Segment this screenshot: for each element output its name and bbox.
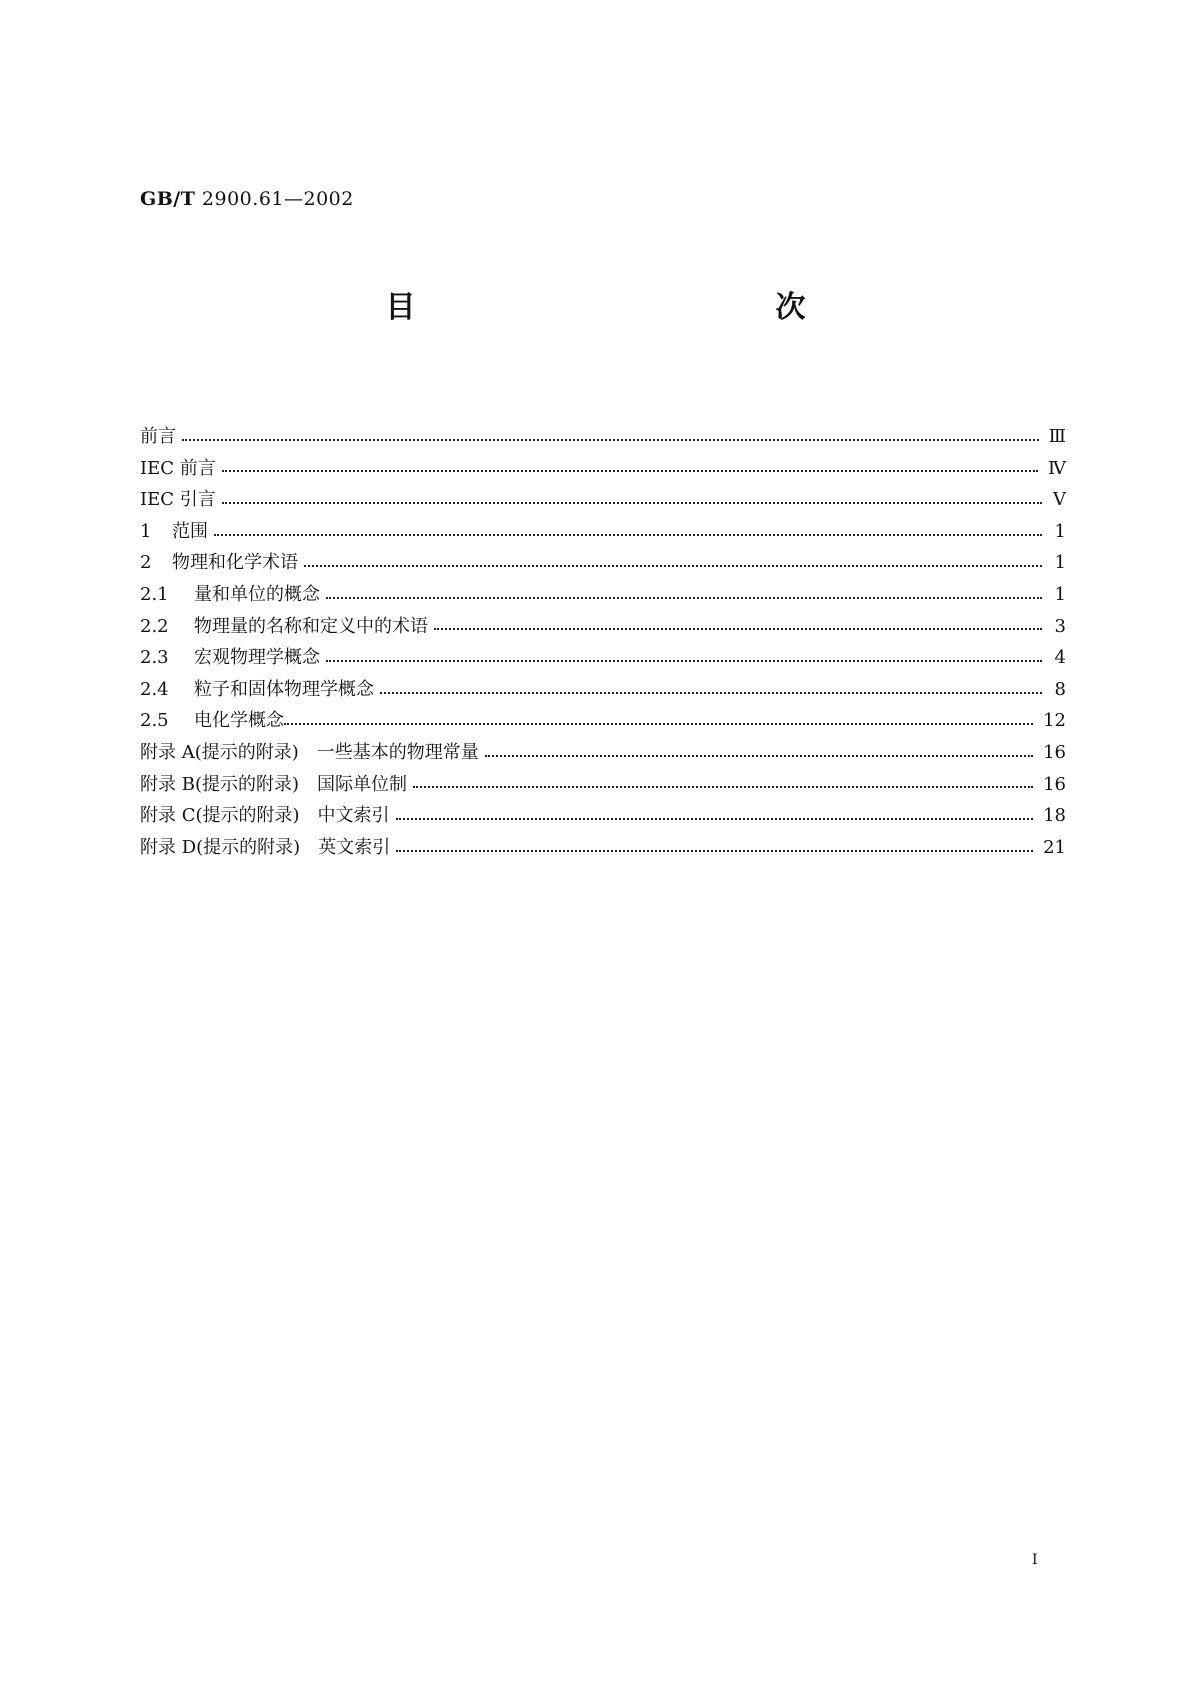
toc-entry-label-group (140, 579, 326, 611)
toc-leader-dots (182, 439, 1039, 441)
toc-entry-number: 2.3 (140, 647, 169, 669)
toc-entry-label: 宏观物理学概念 (194, 647, 320, 669)
table-of-contents (140, 421, 1066, 863)
toc-entry-section-2[interactable] (140, 547, 1066, 579)
toc-entry-label: 物理和化学术语 (172, 552, 298, 574)
toc-entry-page: Ⅳ (1048, 457, 1066, 479)
toc-entry-label: 量和单位的概念 (194, 583, 320, 605)
toc-entry-appendix-b[interactable] (140, 769, 1066, 801)
toc-entry-number: 2.2 (140, 615, 169, 637)
toc-entry-appendix-a[interactable] (140, 737, 1066, 769)
standard-number: 2900.61—2002 (201, 188, 354, 210)
toc-entry-number: 2.4 (140, 678, 169, 700)
toc-entry-label-group (140, 516, 214, 548)
toc-entry-label: 附录 B(提示的附录) 国际单位制 (140, 773, 407, 795)
toc-leader-dots (222, 470, 1038, 472)
toc-leader-dots (214, 534, 1042, 536)
toc-entry-label-group (140, 611, 434, 643)
toc-entry-page: Ⅴ (1053, 489, 1066, 511)
toc-leader-dots (396, 818, 1034, 820)
toc-entry-label: 电化学概念 (194, 710, 284, 732)
toc-entry-section-2-5[interactable] (140, 705, 1066, 737)
toc-entry-section-2-1[interactable] (140, 579, 1066, 611)
toc-entry-page: 3 (1054, 615, 1066, 637)
toc-entry-label: IEC 前言 (140, 457, 216, 479)
toc-entry-page: Ⅲ (1048, 426, 1066, 447)
toc-entry-label: 附录 C(提示的附录) 中文索引 (140, 805, 390, 827)
toc-leader-dots (326, 597, 1042, 599)
toc-entry-appendix-d[interactable] (140, 832, 1066, 864)
toc-entry-page: 8 (1054, 678, 1066, 700)
toc-leader-dots (284, 723, 1033, 725)
toc-leader-dots (434, 628, 1042, 630)
toc-entry-label: 附录 D(提示的附录) 英文索引 (140, 836, 391, 858)
toc-leader-dots (413, 786, 1033, 788)
toc-leader-dots (222, 502, 1042, 504)
toc-entry-label: 附录 A(提示的附录) 一些基本的物理常量 (140, 741, 479, 763)
toc-entry-label: 粒子和固体物理学概念 (194, 678, 374, 700)
toc-entry-section-2-3[interactable] (140, 642, 1066, 674)
toc-entry-page: 16 (1043, 741, 1066, 763)
toc-entry-page: 1 (1054, 583, 1066, 605)
toc-entry-page: 21 (1043, 836, 1066, 858)
toc-leader-dots (485, 755, 1033, 757)
toc-leader-dots (304, 565, 1042, 567)
toc-entry-number: 1 (140, 520, 152, 542)
toc-entry-label-group (140, 547, 304, 579)
toc-entry-label-group (140, 705, 284, 737)
page-title: 目 次 (385, 290, 906, 325)
standard-code (140, 188, 354, 210)
toc-entry-label: IEC 引言 (140, 489, 216, 511)
toc-entry-iec-introduction[interactable] (140, 484, 1066, 516)
toc-entry-section-2-4[interactable] (140, 674, 1066, 706)
standard-prefix: GB/T (140, 188, 196, 210)
toc-entry-iec-preface[interactable] (140, 453, 1066, 485)
toc-entry-page: 1 (1054, 520, 1066, 542)
toc-entry-scope[interactable] (140, 516, 1066, 548)
toc-entry-label: 前言 (140, 426, 176, 447)
toc-entry-page: 12 (1043, 710, 1066, 732)
toc-leader-dots (396, 850, 1033, 852)
toc-entry-number: 2.5 (140, 710, 169, 732)
toc-entry-label-group (140, 674, 380, 706)
toc-entry-section-2-2[interactable] (140, 611, 1066, 643)
page-number: Ⅰ (1032, 1552, 1038, 1568)
toc-entry-page: 1 (1054, 552, 1066, 574)
toc-entry-number: 2.1 (140, 583, 169, 605)
toc-entry-page: 16 (1043, 773, 1066, 795)
toc-entry-number: 2 (140, 552, 152, 574)
toc-entry-preface[interactable] (140, 421, 1066, 453)
toc-entry-appendix-c[interactable] (140, 800, 1066, 832)
toc-leader-dots (380, 692, 1042, 694)
toc-leader-dots (326, 660, 1042, 662)
toc-entry-page: 18 (1043, 805, 1066, 827)
toc-entry-label: 物理量的名称和定义中的术语 (194, 615, 428, 637)
toc-entry-label-group (140, 642, 326, 674)
toc-entry-label: 范围 (172, 520, 208, 542)
toc-entry-page: 4 (1054, 647, 1066, 669)
